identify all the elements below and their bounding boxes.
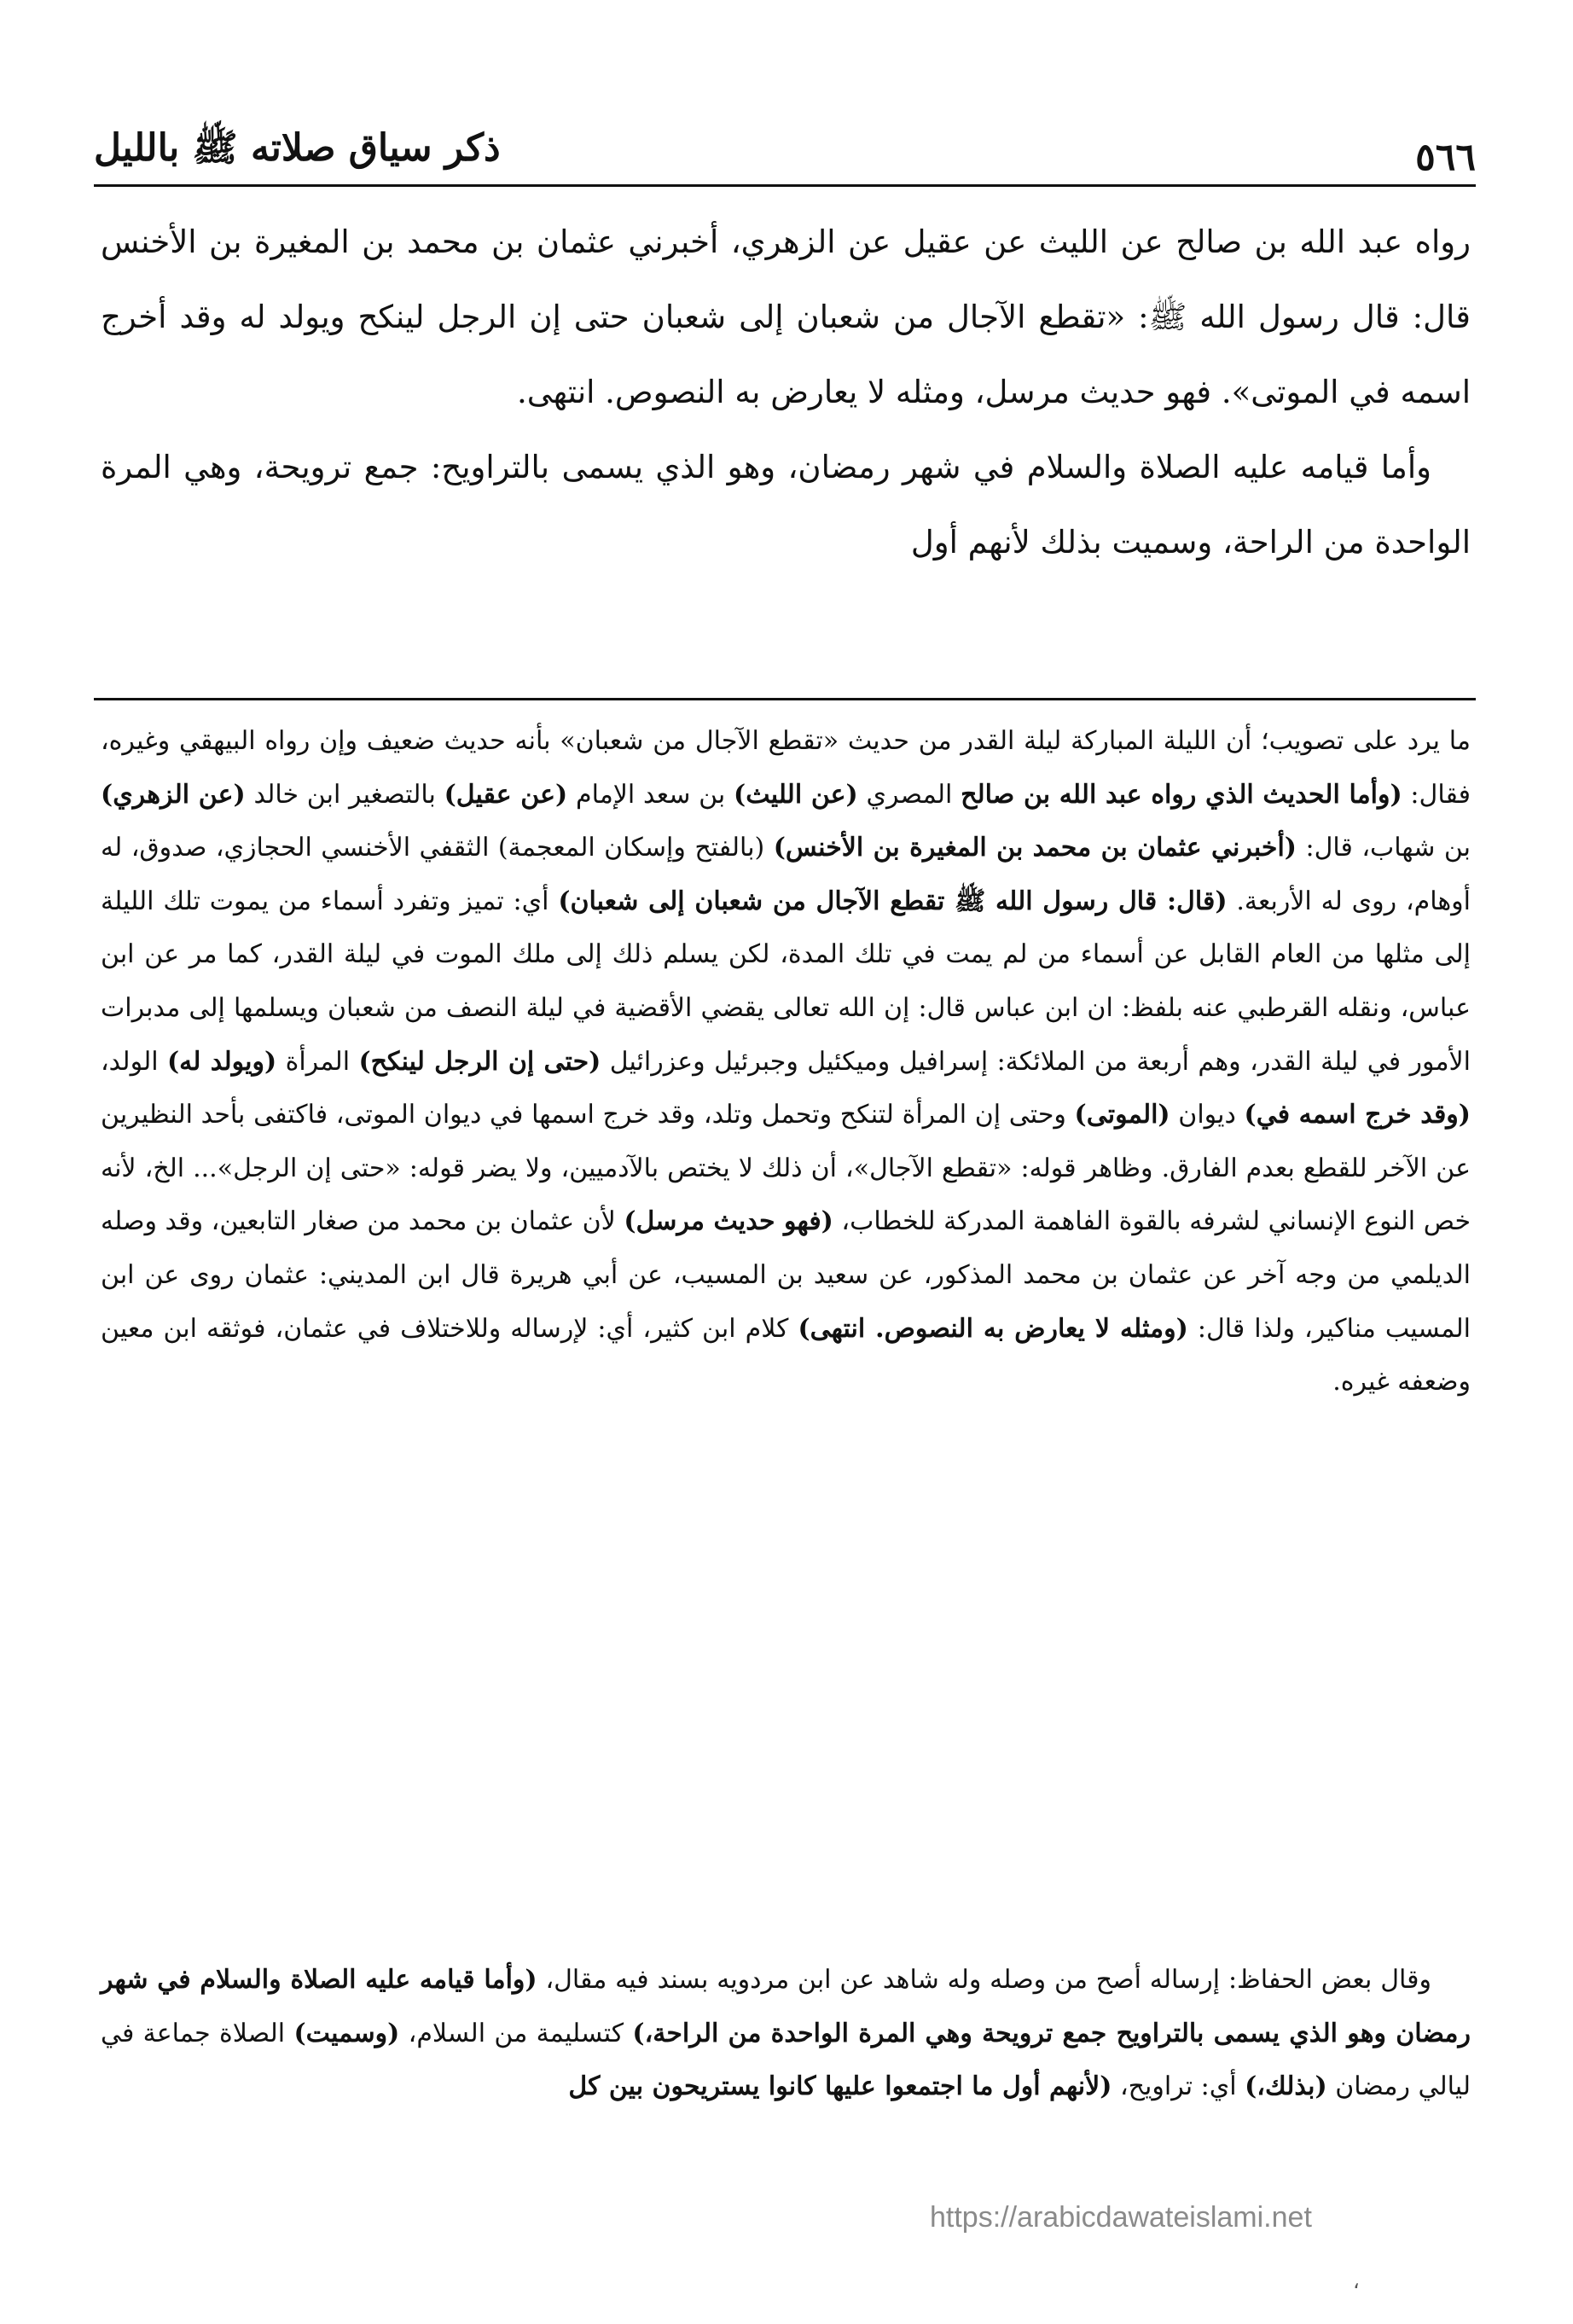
bold-quote: (وقد خرج اسمه في) bbox=[1244, 1100, 1471, 1130]
footnote-rule bbox=[94, 698, 1476, 700]
bold-quote: (بذلك،) bbox=[1245, 2071, 1327, 2102]
commentary-text: أي: تميز وتفرد أسماء من يموت تلك الليلة إلى مثلها من العام القابل عن أسماء من لم يمت في تلك المدة، لكن يسلم ذلك إلى ملك الموت في ليلة القدر، كما مر عن ابن عباس، ونقله القرطبي عنه بلفظ: ان ابن عباس قال: إن الله تعالى يقضي الأقضية في ليلة النصف من شعبان ويسلمها إلى مدبرات الأمور في ليلة القدر، وهم أربعة من الملائكة: إسرافيل وميكئيل وجبرئيل وعزرائيل bbox=[101, 886, 1471, 1077]
bold-quote: (وأما قيامه عليه الصلاة والسلام في شهر رمضان وهو الذي يسمى بالتراويح جمع ترويحة وهي المرة الواحدة من الراحة،) bbox=[101, 1965, 1471, 2048]
commentary-text: ما يرد على تصويب؛ أن الليلة المباركة ليلة القدر من حديث «تقطع الآجال من شعبان» بأنه حديث ضعيف وإن رواه البيهقي وغيره، فقال: bbox=[101, 726, 1471, 810]
header-rule bbox=[94, 184, 1476, 187]
commentary-text: لأن عثمان بن محمد من صغار التابعين، وقد وصله الديلمي من وجه آخر عن عثمان بن محمد المذكور، عن سعيد بن المسيب، عن أبي هريرة قال ابن المديني: عثمان روى عن ابن المسيب مناكير، ولذا قال: bbox=[101, 1206, 1471, 1344]
watermark: https://arabicdawateislami.net bbox=[930, 2201, 1312, 2234]
bold-quote: (لأنهم أول ما اجتمعوا عليها كانوا يستريحون بين كل bbox=[568, 2071, 1112, 2102]
commentary-text: بن شهاب، قال: bbox=[1297, 833, 1471, 863]
bold-quote: (وأما الحديث الذي رواه عبد الله بن صالح bbox=[961, 779, 1402, 810]
running-title: ذكر سياق صلاته ﷺ بالليل bbox=[94, 126, 501, 170]
bold-quote: (عن الليث) bbox=[734, 779, 858, 810]
commentary-text: كتسليمة من السلام، bbox=[399, 2018, 633, 2048]
main-paragraph: وأما قيامه عليه الصلاة والسلام في شهر رمضان، وهو الذي يسمى بالتراويح: جمع ترويحة، وهي المرة الواحدة من الراحة، وسميت بذلك لأنهم أول bbox=[101, 449, 1471, 561]
bold-quote: (عن الزهري) bbox=[101, 779, 246, 810]
page-header bbox=[94, 101, 1476, 179]
commentary-text: بن سعد الإمام bbox=[567, 779, 734, 810]
corner-mark: ، bbox=[1353, 2269, 1360, 2293]
bold-quote: (وسميت) bbox=[293, 2018, 400, 2048]
commentary-text: ديوان bbox=[1170, 1100, 1245, 1130]
bold-quote: (الموتى) bbox=[1074, 1100, 1170, 1130]
bold-quote: (ويولد له) bbox=[166, 1046, 277, 1077]
commentary-text: وقال بعض الحفاظ: إرساله أصح من وصله وله شاهد عن ابن مردويه بسند فيه مقال، bbox=[537, 1965, 1431, 1995]
bold-quote: (ومثله لا يعارض به النصوص. انتهى) bbox=[798, 1313, 1188, 1344]
commentary-block bbox=[101, 715, 1471, 1409]
commentary-text: كلام ابن كثير، أي: لإرساله وللاختلاف في عثمان، فوثقه ابن معين وضعفه غيره. bbox=[101, 1313, 1471, 1397]
main-paragraph: رواه عبد الله بن صالح عن الليث عن عقيل عن الزهري، أخبرني عثمان بن محمد بن المغيرة بن الأخنس قال: قال رسول الله ﷺ: «تقطع الآجال من شعبان إلى شعبان حتى إن الرجل لينكح ويولد له وقد أخرج اسمه في الموتى». فهو حديث مرسل، ومثله لا يعارض به النصوص. انتهى. bbox=[101, 224, 1471, 410]
bold-quote: (عن عقيل) bbox=[444, 779, 568, 810]
commentary-text: أي: تراويح، bbox=[1112, 2071, 1245, 2102]
commentary-text: الولد، bbox=[101, 1046, 167, 1077]
page-number: ٥٦٦ bbox=[1415, 136, 1476, 179]
bold-quote: (فهو حديث مرسل) bbox=[624, 1206, 833, 1237]
commentary-text: المرأة bbox=[276, 1046, 359, 1077]
commentary-text: الصلاة جماعة في ليالي رمضان bbox=[101, 2018, 1471, 2102]
commentary-block bbox=[101, 1954, 1471, 2114]
main-text bbox=[101, 205, 1471, 580]
bold-quote: (أخبرني عثمان بن محمد بن المغيرة بن الأخنس) bbox=[773, 833, 1297, 863]
commentary-text: المصري bbox=[857, 779, 961, 810]
commentary-text: وحتى إن المرأة لتنكح وتحمل وتلد، وقد خرج اسمها في ديوان الموتى، فاكتفى بأحد النظيرين عن الآخر للقطع بعدم الفارق. وظاهر قوله: «تقطع الآجال»، أن ذلك لا يختص بالآدميين، ولا يضر قوله: «حتى إن الرجل»... الخ، لأنه خص النوع الإنساني لشرفه بالقوة الفاهمة المدركة للخطاب، bbox=[101, 1100, 1471, 1237]
commentary-paragraph bbox=[101, 1954, 1471, 2114]
commentary-text: بالتصغير ابن خالد bbox=[245, 779, 444, 810]
bold-quote: (قال: قال رسول الله ﷺ تقطع الآجال من شعبان إلى شعبان) bbox=[558, 886, 1228, 916]
commentary-paragraph bbox=[101, 715, 1471, 1409]
bold-quote: (حتى إن الرجل لينكح) bbox=[358, 1046, 601, 1077]
commentary-text: (بالفتح وإسكان المعجمة) الثقفي الأخنسي الحجازي، صدوق، له أوهام، روى له الأربعة. bbox=[101, 833, 1471, 916]
